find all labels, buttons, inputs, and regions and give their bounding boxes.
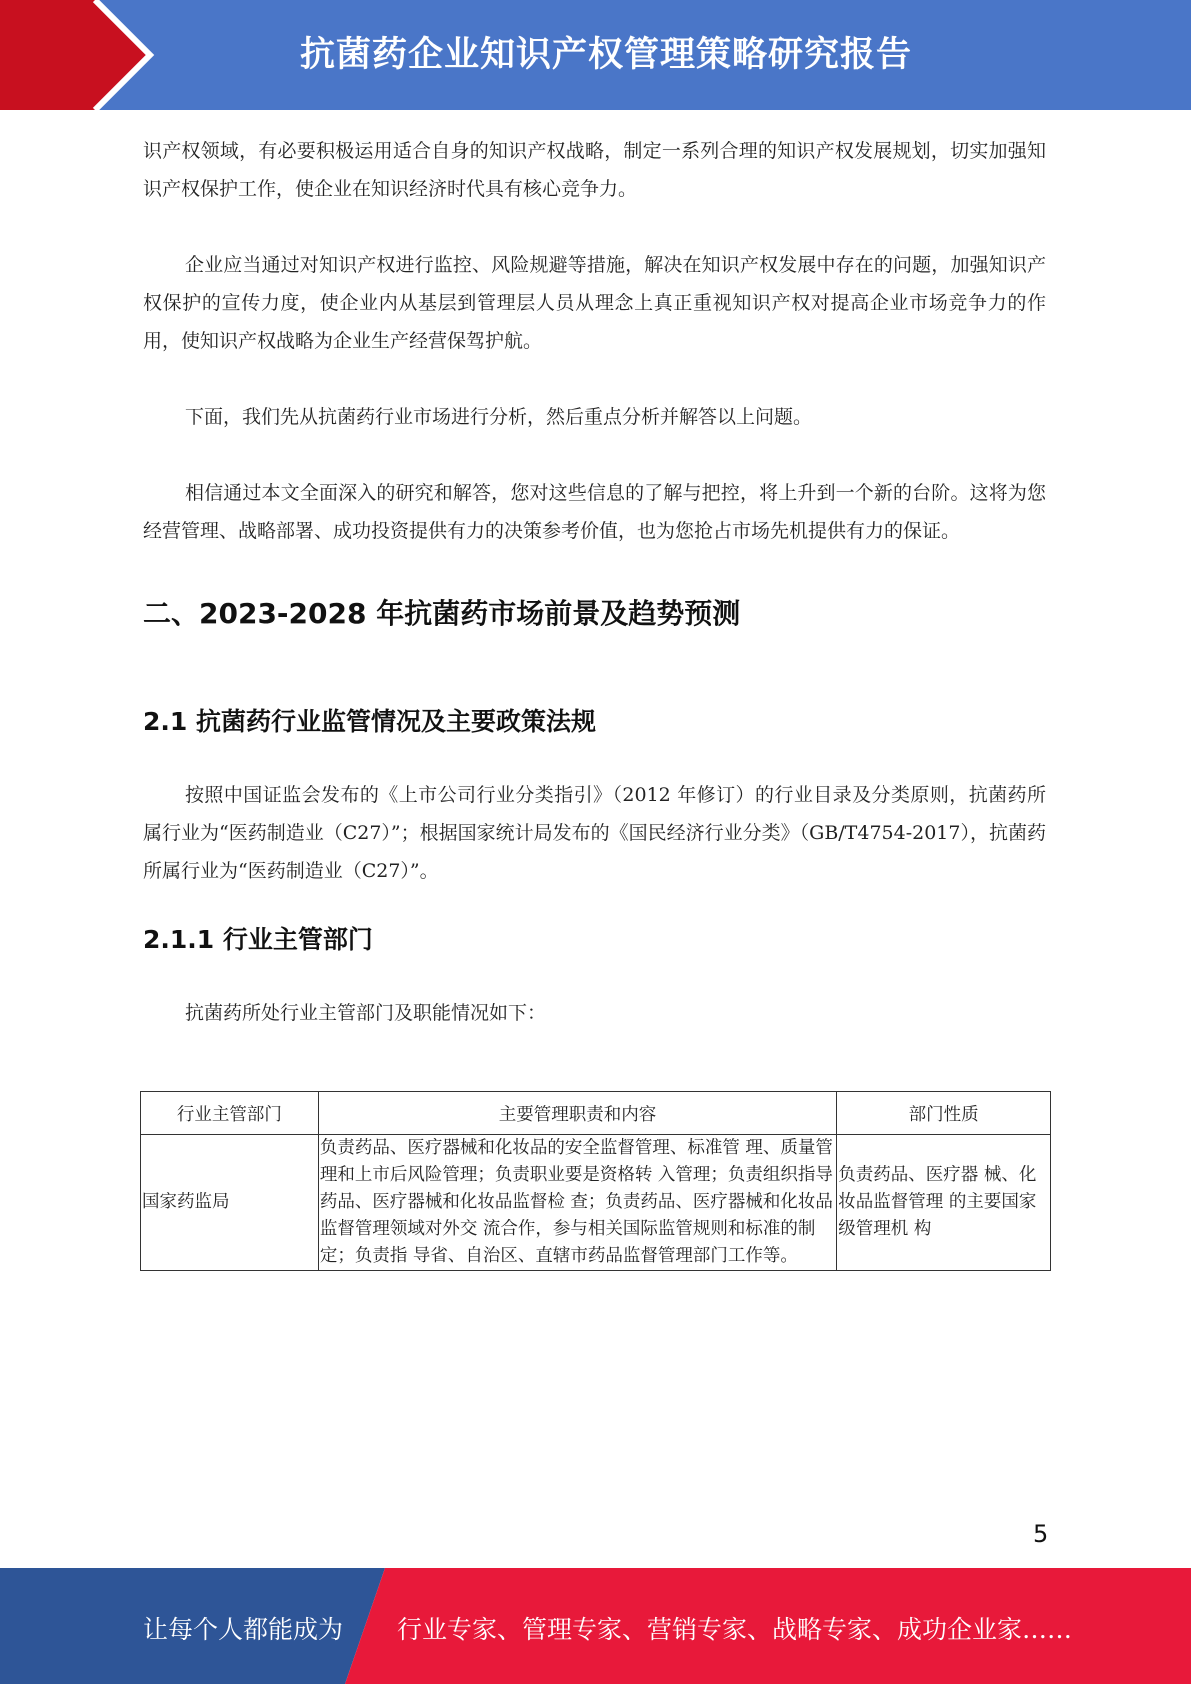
- table-cell-department: 国家药监局: [141, 1135, 319, 1271]
- page-footer: [0, 1568, 1191, 1684]
- section-2-heading: 二、2023-2028 年抗菌药市场前景及趋势预测: [143, 597, 741, 630]
- section-2-1-heading: 2.1 抗菌药行业监管情况及主要政策法规: [143, 707, 596, 736]
- document-body: [143, 132, 1046, 1032]
- department-table-wrapper: [140, 1091, 1051, 1297]
- section-2-1-1-paragraph: 抗菌药所处行业主管部门及职能情况如下：: [185, 1002, 547, 1024]
- section-2-1-paragraph: 按照中国证监会发布的《上市公司行业分类指引》（2012 年修订）的行业目录及分类原则，抗菌药所属行业为“医药制造业（C27）”；根据国家统计局发布的《国民经济行业分类》（GB/T4754-2017），抗菌药所属行业为“医药制造业（C27）”。: [143, 784, 1046, 882]
- header-chevron-decoration: [0, 0, 160, 110]
- paragraph-1: 识产权领域，有必要积极运用适合自身的知识产权战略，制定一系列合理的知识产权发展规划，切实加强知识产权保护工作，使企业在知识经济时代具有核心竞争力。: [143, 140, 1046, 200]
- table-row: [141, 1135, 1051, 1271]
- footer-slogan-left: 让每个人都能成为: [143, 1615, 344, 1644]
- page-number: 5: [1033, 1520, 1049, 1548]
- table-header-nature: 部门性质: [837, 1092, 1051, 1135]
- table-header-duties: 主要管理职责和内容: [318, 1092, 836, 1135]
- paragraph-2: 企业应当通过对知识产权进行监控、风险规避等措施，解决在知识产权发展中存在的问题，加强知识产权保护的宣传力度，使企业内从基层到管理层人员从理念上真正重视知识产权对提高企业市场竞争力的作用，使知识产权战略为企业生产经营保驾护航。: [143, 254, 1046, 352]
- department-table: [140, 1091, 1051, 1271]
- paragraph-4: 相信通过本文全面深入的研究和解答，您对这些信息的了解与把控，将上升到一个新的台阶。这将为您经营管理、战略部署、成功投资提供有力的决策参考价值，也为您抢占市场先机提供有力的保证。: [143, 482, 1046, 542]
- table-cell-duties: 负责药品、医疗器械和化妆品的安全监督管理、标准管 理、质量管理和上市后风险管理；负责职业要是资格转 入管理；负责组织指导药品、医疗器械和化妆品监督检 查；负责药品、医疗器械和化妆品监督管理领域对外交 流合作，参与相关国际监管规则和标准的制定；负责指 导省、自治区、直辖市药品监督管理部门工作等。: [318, 1135, 836, 1271]
- table-cell-nature: 负责药品、医疗器 械、化妆品监督管理 的主要国家级管理机 构: [837, 1135, 1051, 1271]
- paragraph-3: 下面，我们先从抗菌药行业市场进行分析，然后重点分析并解答以上问题。: [185, 406, 813, 428]
- footer-slogan-right: 行业专家、管理专家、营销专家、战略专家、成功企业家……: [397, 1615, 1073, 1644]
- section-2-1-1-heading: 2.1.1 行业主管部门: [143, 925, 373, 954]
- table-header-department: 行业主管部门: [141, 1092, 319, 1135]
- page-header: [0, 0, 1191, 110]
- report-title: 抗菌药企业知识产权管理策略研究报告: [300, 35, 913, 75]
- table-header-row: [141, 1092, 1051, 1135]
